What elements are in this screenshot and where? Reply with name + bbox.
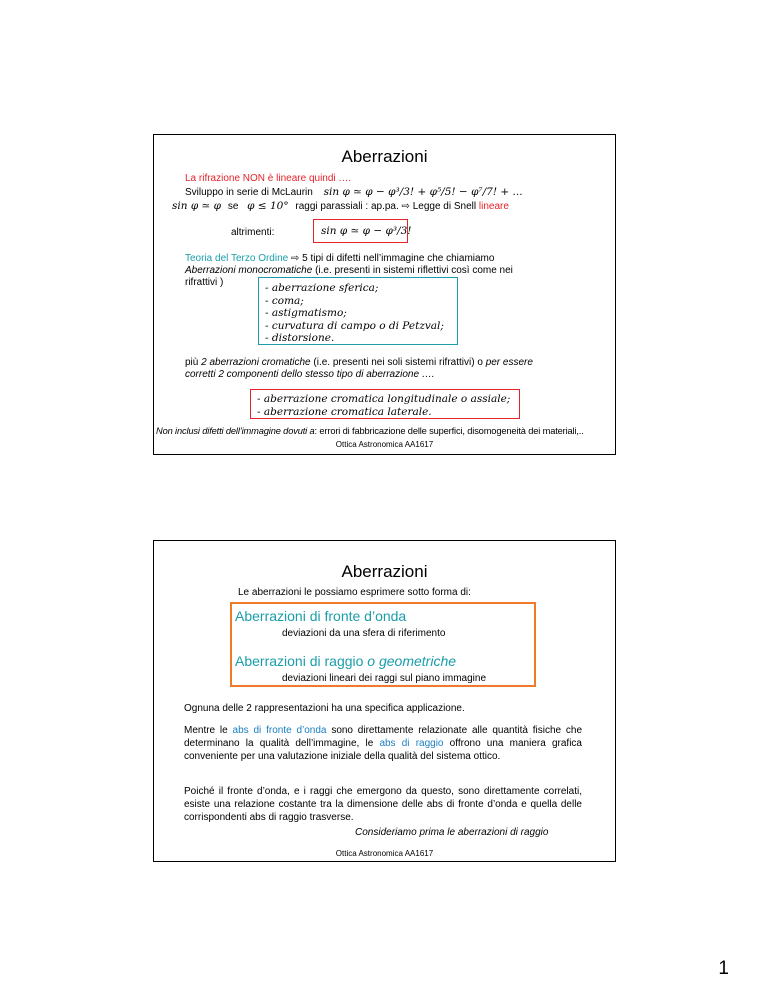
conclusion-text: Consideriamo prima le aberrazioni di raggio [355, 827, 549, 838]
rifrattivi-label: rifrattivi ) [185, 277, 224, 288]
excluded-defects-note [156, 425, 584, 437]
note-rest: : errori di fabbricazione delle superfici, disomogeneità dei materiali,.. [314, 426, 584, 436]
wave-title: Aberrazioni di fronte d’onda [235, 608, 407, 624]
mclaurin-line [185, 186, 523, 199]
theory-rest: ⇨ 5 tipi di difetti nell’immagine che chiamiamo [290, 253, 495, 264]
representation-box [230, 602, 536, 687]
p2-text: offrono una maniera grafica conveniente per una valutazione iniziale della qualità del sistema ottico. [184, 738, 582, 762]
chromatic-aberrations-box [250, 389, 520, 419]
series-formula: sin φ ≃ φ − φ³/3! + φ⁵/5! − φ⁷/7! + ... [323, 186, 523, 198]
approx-formula: sin φ ≃ φ [172, 200, 222, 212]
paragraph-2 [184, 724, 582, 763]
paraxial-line [172, 200, 509, 213]
ray-abs-term: abs di raggio [379, 738, 444, 749]
slide-1-title: Aberrazioni [341, 147, 428, 166]
mono-line [185, 265, 513, 277]
note-italic: Non inclusi difetti dell’immagine dovuti a [156, 426, 315, 436]
list-item: - curvatura di campo o di Petzval; [265, 319, 444, 332]
slide-2-title: Aberrazioni [341, 562, 428, 581]
list-item: - aberrazione sferica; [265, 282, 379, 294]
condition-formula: φ ≤ 10° [247, 200, 289, 212]
chromatic-aberrations-list [257, 393, 510, 418]
ray-desc: deviazioni lineari dei raggi sul piano immagine [282, 673, 487, 684]
ray-title-main: Aberrazioni di raggio [235, 653, 364, 669]
mono-aberrations-box [258, 277, 458, 345]
slide-1 [153, 134, 616, 455]
mclaurin-label: Sviluppo in serie di McLaurin [185, 187, 313, 198]
paragraph-3: Poiché il fronte d’onda, e i raggi che emergono da questo, sono direttamente correlati, esiste una relazione costante tra la dimensione delle abs di fronte d’onda e quella delle corrispondenti abs di raggio trasverse. [184, 786, 582, 823]
wavefront-abs-term: abs di fronte d’onda [232, 725, 327, 736]
mono-italic: Aberrazioni monocromatiche [185, 265, 313, 276]
mono-aberrations-list [265, 282, 444, 345]
list-item: - coma; [265, 294, 304, 307]
intro-text: Le aberrazioni le possiamo esprimere sotto forma di: [238, 587, 471, 598]
otherwise-label: altrimenti: [231, 227, 275, 238]
slide-1-footer: Ottica Astronomica AA1617 [335, 440, 434, 449]
page-number: 1 [718, 958, 729, 979]
theory-line [185, 253, 494, 265]
list-item: - aberrazione cromatica longitudinale o assiale; [257, 393, 511, 405]
chrom-text: (i.e. presenti nei soli sistemi rifrattivi) o [310, 357, 486, 368]
p2-text: sono direttamente relazionate alle quantità fisiche che determinano la qualità dell’immagine, le [184, 725, 583, 749]
chromatic-line-1 [185, 357, 533, 369]
slide-2 [153, 540, 616, 862]
wave-desc: deviazioni da una sfera di riferimento [282, 628, 446, 639]
list-item: - distorsione. [265, 332, 335, 344]
chrom-count: 2 aberrazioni cromatiche [201, 357, 311, 368]
lineare-word: lineare [478, 201, 509, 212]
chromatic-line-2: corretti 2 componenti dello stesso tipo di aberrazione …. [185, 369, 435, 380]
mono-rest: (i.e. presenti in sistemi riflettivi così come nei [315, 265, 513, 276]
paragraph-1: Ognuna delle 2 rappresentazioni ha una specifica applicazione. [184, 703, 465, 714]
slide-2-footer: Ottica Astronomica AA1617 [335, 849, 434, 858]
se-label: se [227, 201, 239, 212]
chrom-text: più [185, 357, 202, 368]
list-item: - aberrazione cromatica laterale. [257, 405, 432, 418]
list-item: - astigmatismo; [265, 307, 347, 319]
third-order-formula-box [313, 219, 412, 243]
paraxial-text: raggi parassiali : ap.pa. ⇨ Legge di Snell [295, 201, 477, 212]
third-order-formula: sin φ ≃ φ − φ³/3! [321, 225, 412, 237]
p2-text: Mentre le [184, 725, 233, 736]
ray-title [235, 653, 456, 669]
theory-link: Teoria del Terzo Ordine [185, 253, 289, 264]
chrom-text-italic: per essere [485, 357, 533, 368]
nonlinear-statement: La rifrazione NON è lineare quindi …. [185, 173, 352, 184]
ray-title-italic: o geometriche [367, 653, 457, 669]
